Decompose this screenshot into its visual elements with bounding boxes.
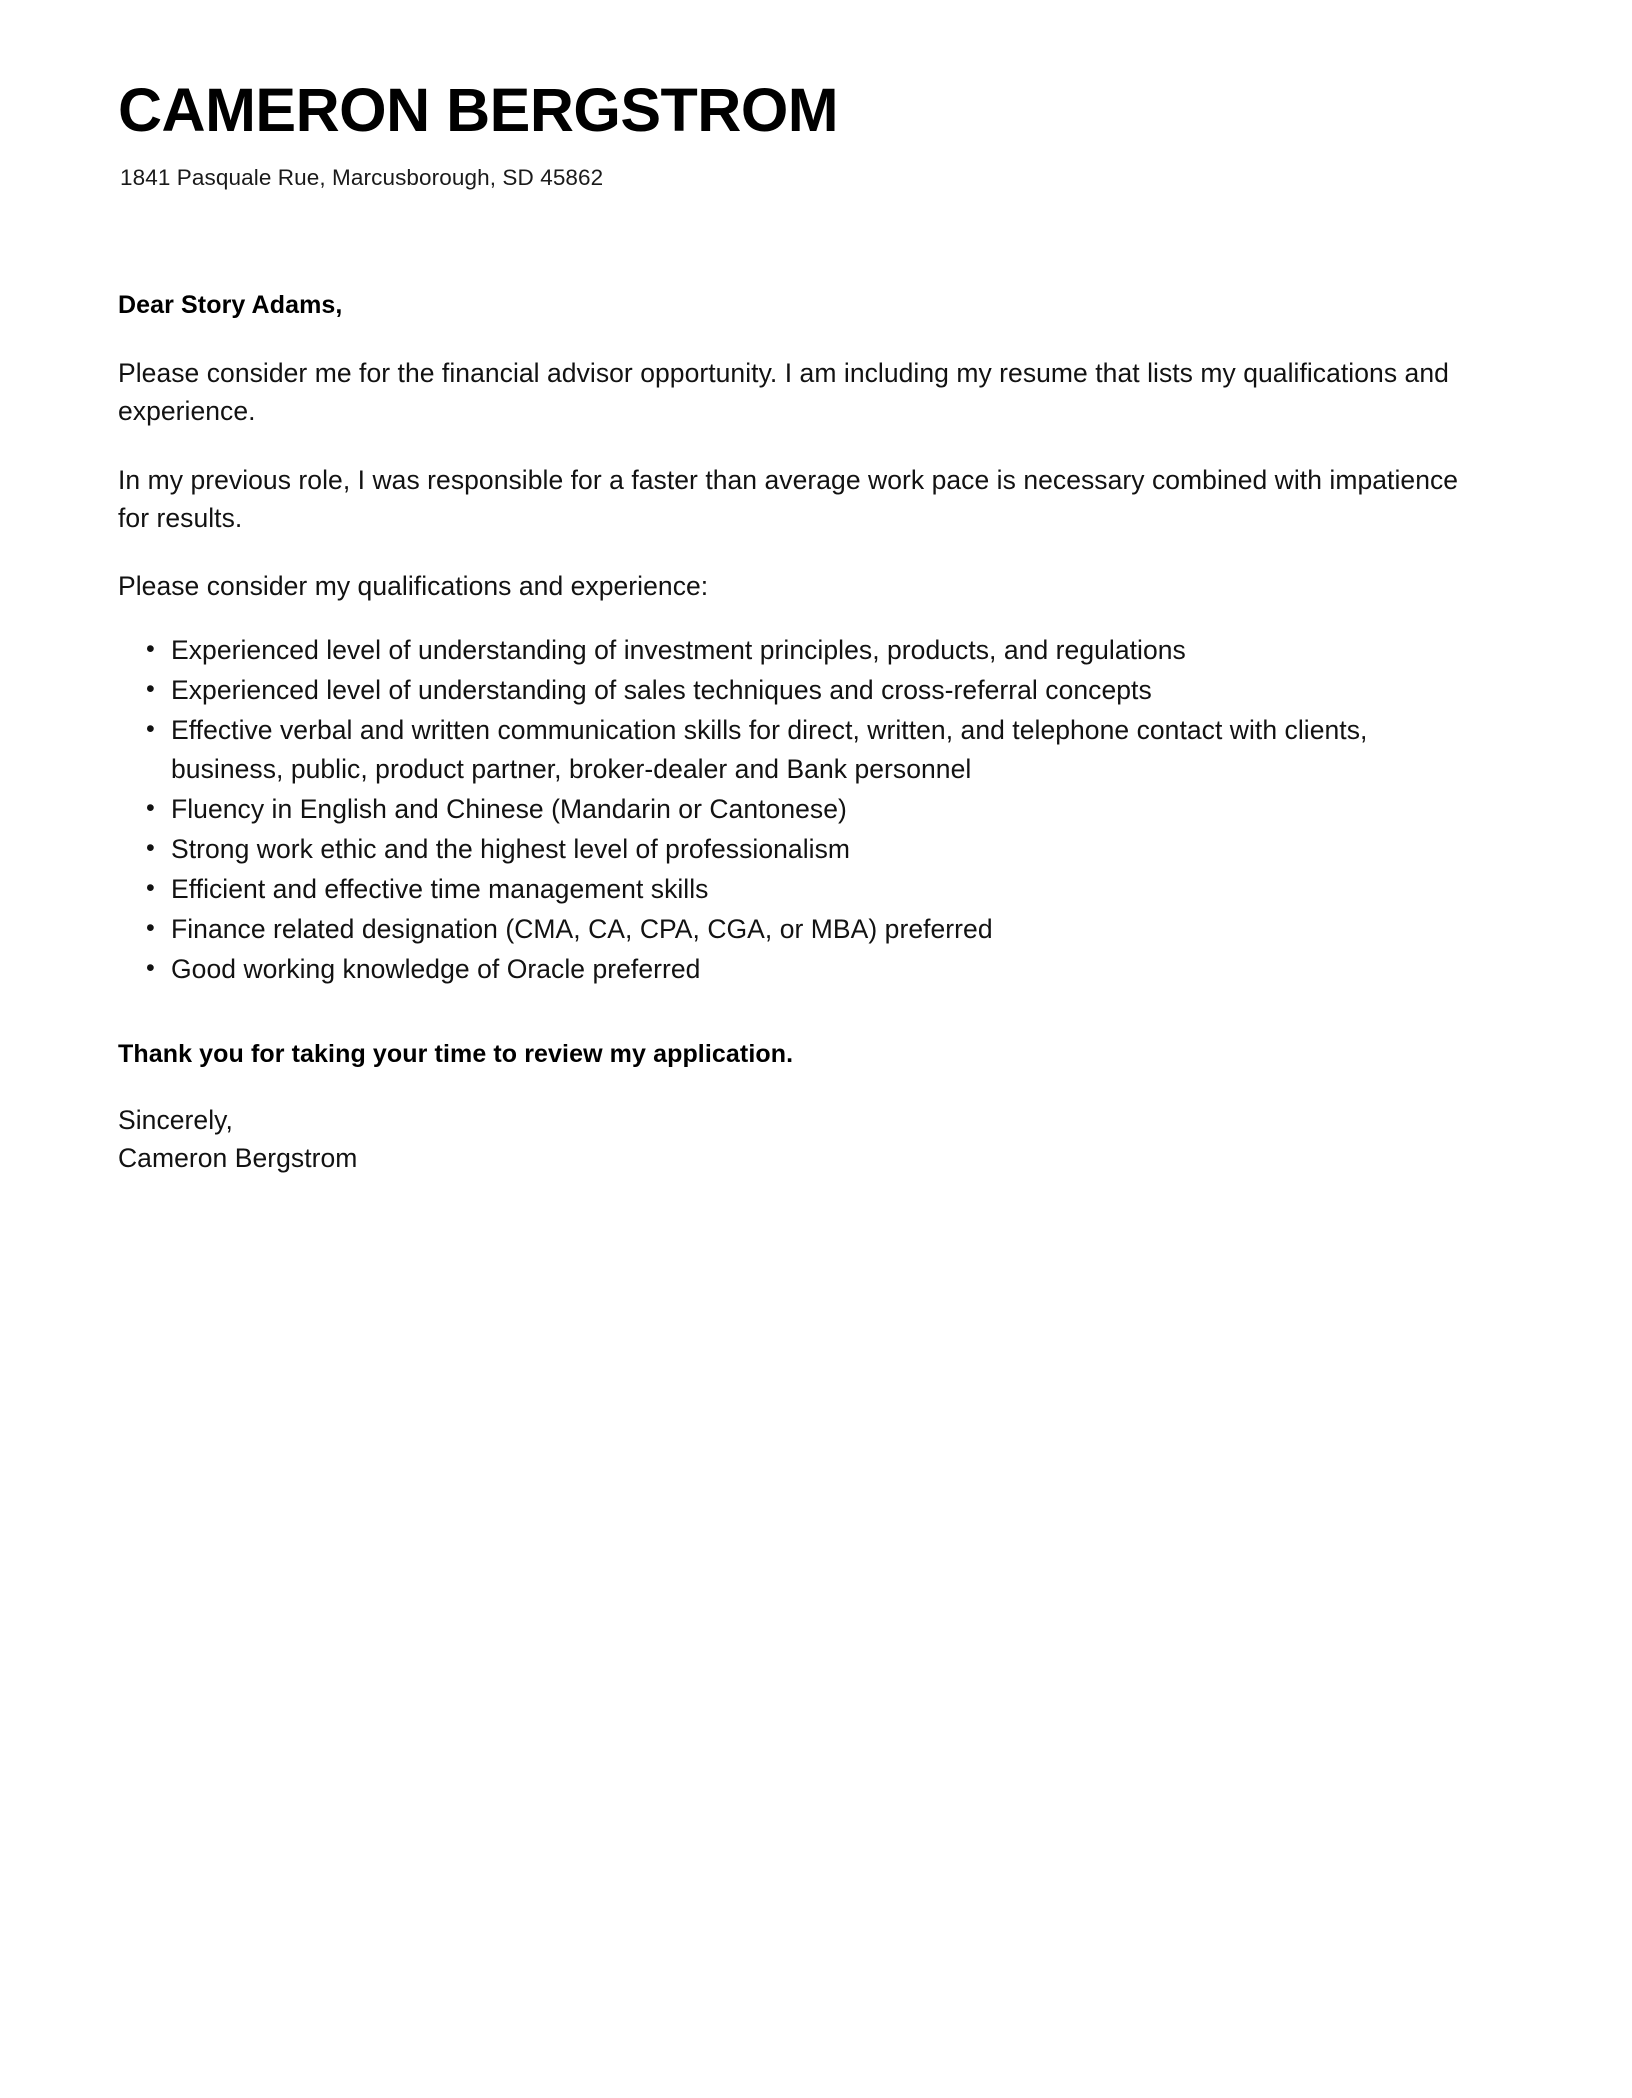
salutation: Dear Story Adams, [118, 291, 343, 320]
body-paragraph-2: In my previous role, I was responsible for a faster than average work pace is necessary combined with impatience for results. [118, 464, 1459, 533]
list-item: • Efficient and effective time management skills [118, 870, 1482, 908]
signoff-block [118, 1102, 1482, 1178]
letter-body [118, 291, 1482, 1178]
list-item: • Finance related designation (CMA, CA, CPA, CGA, or MBA) preferred [118, 910, 1482, 948]
closing-thanks: Thank you for taking your time to review my application. [118, 1040, 794, 1069]
signoff-salutation: Sincerely, [118, 1105, 233, 1136]
list-item: • Fluency in English and Chinese (Mandarin or Cantonese) [118, 790, 1482, 828]
body-paragraph-1: Please consider me for the financial advisor opportunity. I am including my resume that lists my qualifications and experience. [118, 358, 1449, 427]
list-item: • Good working knowledge of Oracle preferred [118, 950, 1482, 988]
list-item: • Strong work ethic and the highest level of professionalism [118, 830, 1482, 868]
list-item: • Experienced level of understanding of investment principles, products, and regulations [118, 631, 1482, 669]
applicant-address: 1841 Pasquale Rue, Marcusborough, SD 45862 [120, 164, 604, 190]
body-paragraph-3: Please consider my qualifications and experience: [118, 570, 709, 601]
signature-name: Cameron Bergstrom [118, 1143, 358, 1174]
qualifications-list [118, 631, 1482, 988]
list-item: • Effective verbal and written communication skills for direct, written, and telephone contact with clients, business, public, product partner, broker-dealer and Bank personnel [118, 711, 1482, 787]
list-item: • Experienced level of understanding of sales techniques and cross-referral concepts [118, 671, 1482, 709]
page-title: CAMERON BERGSTROM [118, 76, 839, 144]
